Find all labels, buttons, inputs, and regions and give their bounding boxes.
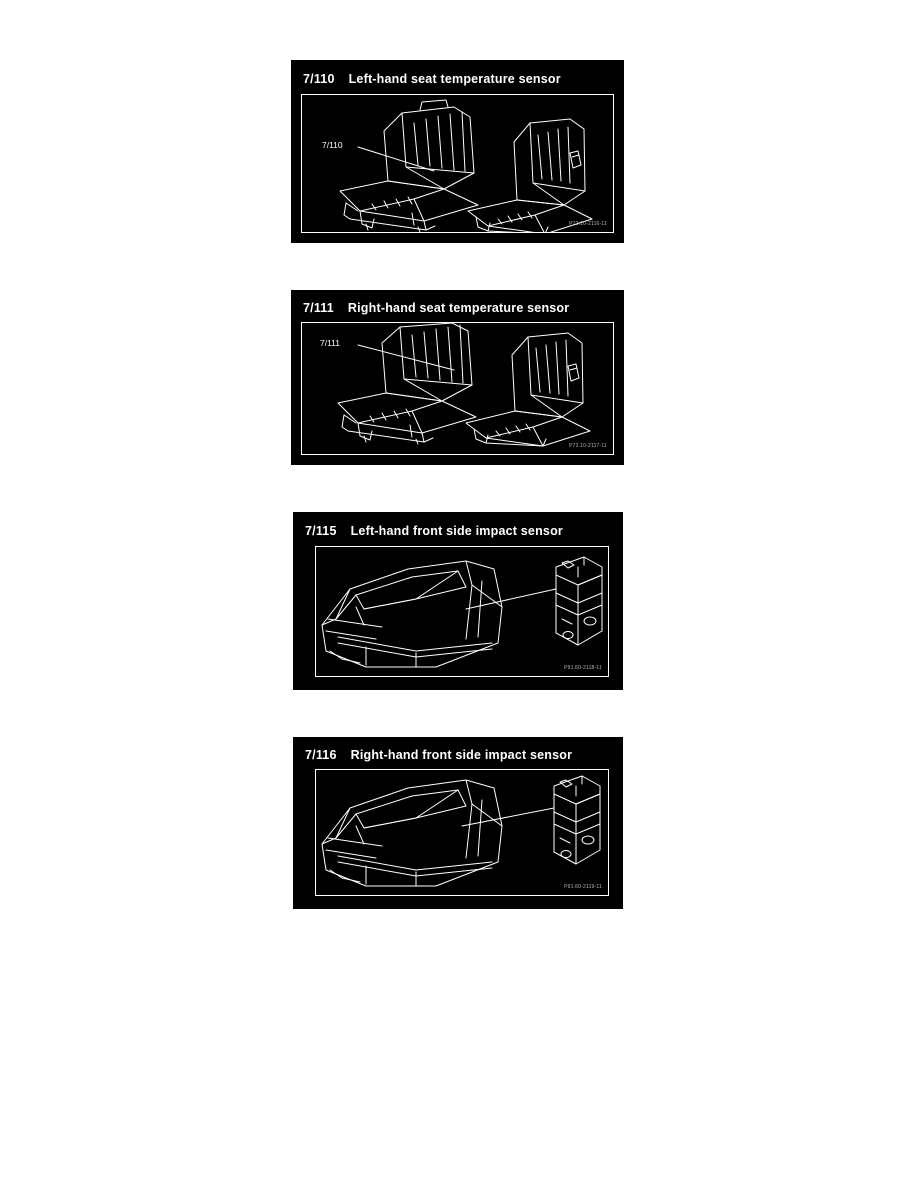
callout-label-7-110: 7/110 [322,140,343,150]
figure-caption: Left-hand front side impact sensor [350,524,563,538]
corner-code-7-110: P72.10-2116-11 [569,221,607,227]
right-front-side-impact-sensor-illustration [316,770,609,896]
figure-7-115 [293,512,623,690]
figure-7-115-frame [315,546,609,677]
figure-number: 7/110 [303,72,335,86]
figure-caption: Left-hand seat temperature sensor [348,72,561,86]
figure-caption: Right-hand front side impact sensor [350,748,573,762]
corner-code-7-116: P91.60-2119-11 [564,884,602,890]
figure-7-116 [293,737,623,909]
figure-7-110-title [303,72,561,86]
figure-number: 7/116 [305,748,337,762]
figure-7-110 [291,60,624,243]
figure-caption: Right-hand seat temperature sensor [347,301,570,315]
figure-7-116-frame [315,769,609,896]
left-seat-temperature-sensor-illustration [302,95,614,233]
figure-7-111-frame [301,322,614,455]
figure-7-116-title [305,748,572,762]
figure-7-115-title [305,524,563,538]
figure-7-111 [291,290,624,465]
left-front-side-impact-sensor-illustration [316,547,609,677]
callout-label-7-111: 7/111 [320,338,341,348]
figure-number: 7/111 [303,301,334,315]
corner-code-7-115: P91.60-2118-11 [564,665,602,671]
figure-7-110-frame [301,94,614,233]
corner-code-7-111: P72.10-2117-11 [569,443,607,449]
figure-7-111-title [303,301,569,315]
right-seat-temperature-sensor-illustration [302,323,614,455]
figure-number: 7/115 [305,524,337,538]
